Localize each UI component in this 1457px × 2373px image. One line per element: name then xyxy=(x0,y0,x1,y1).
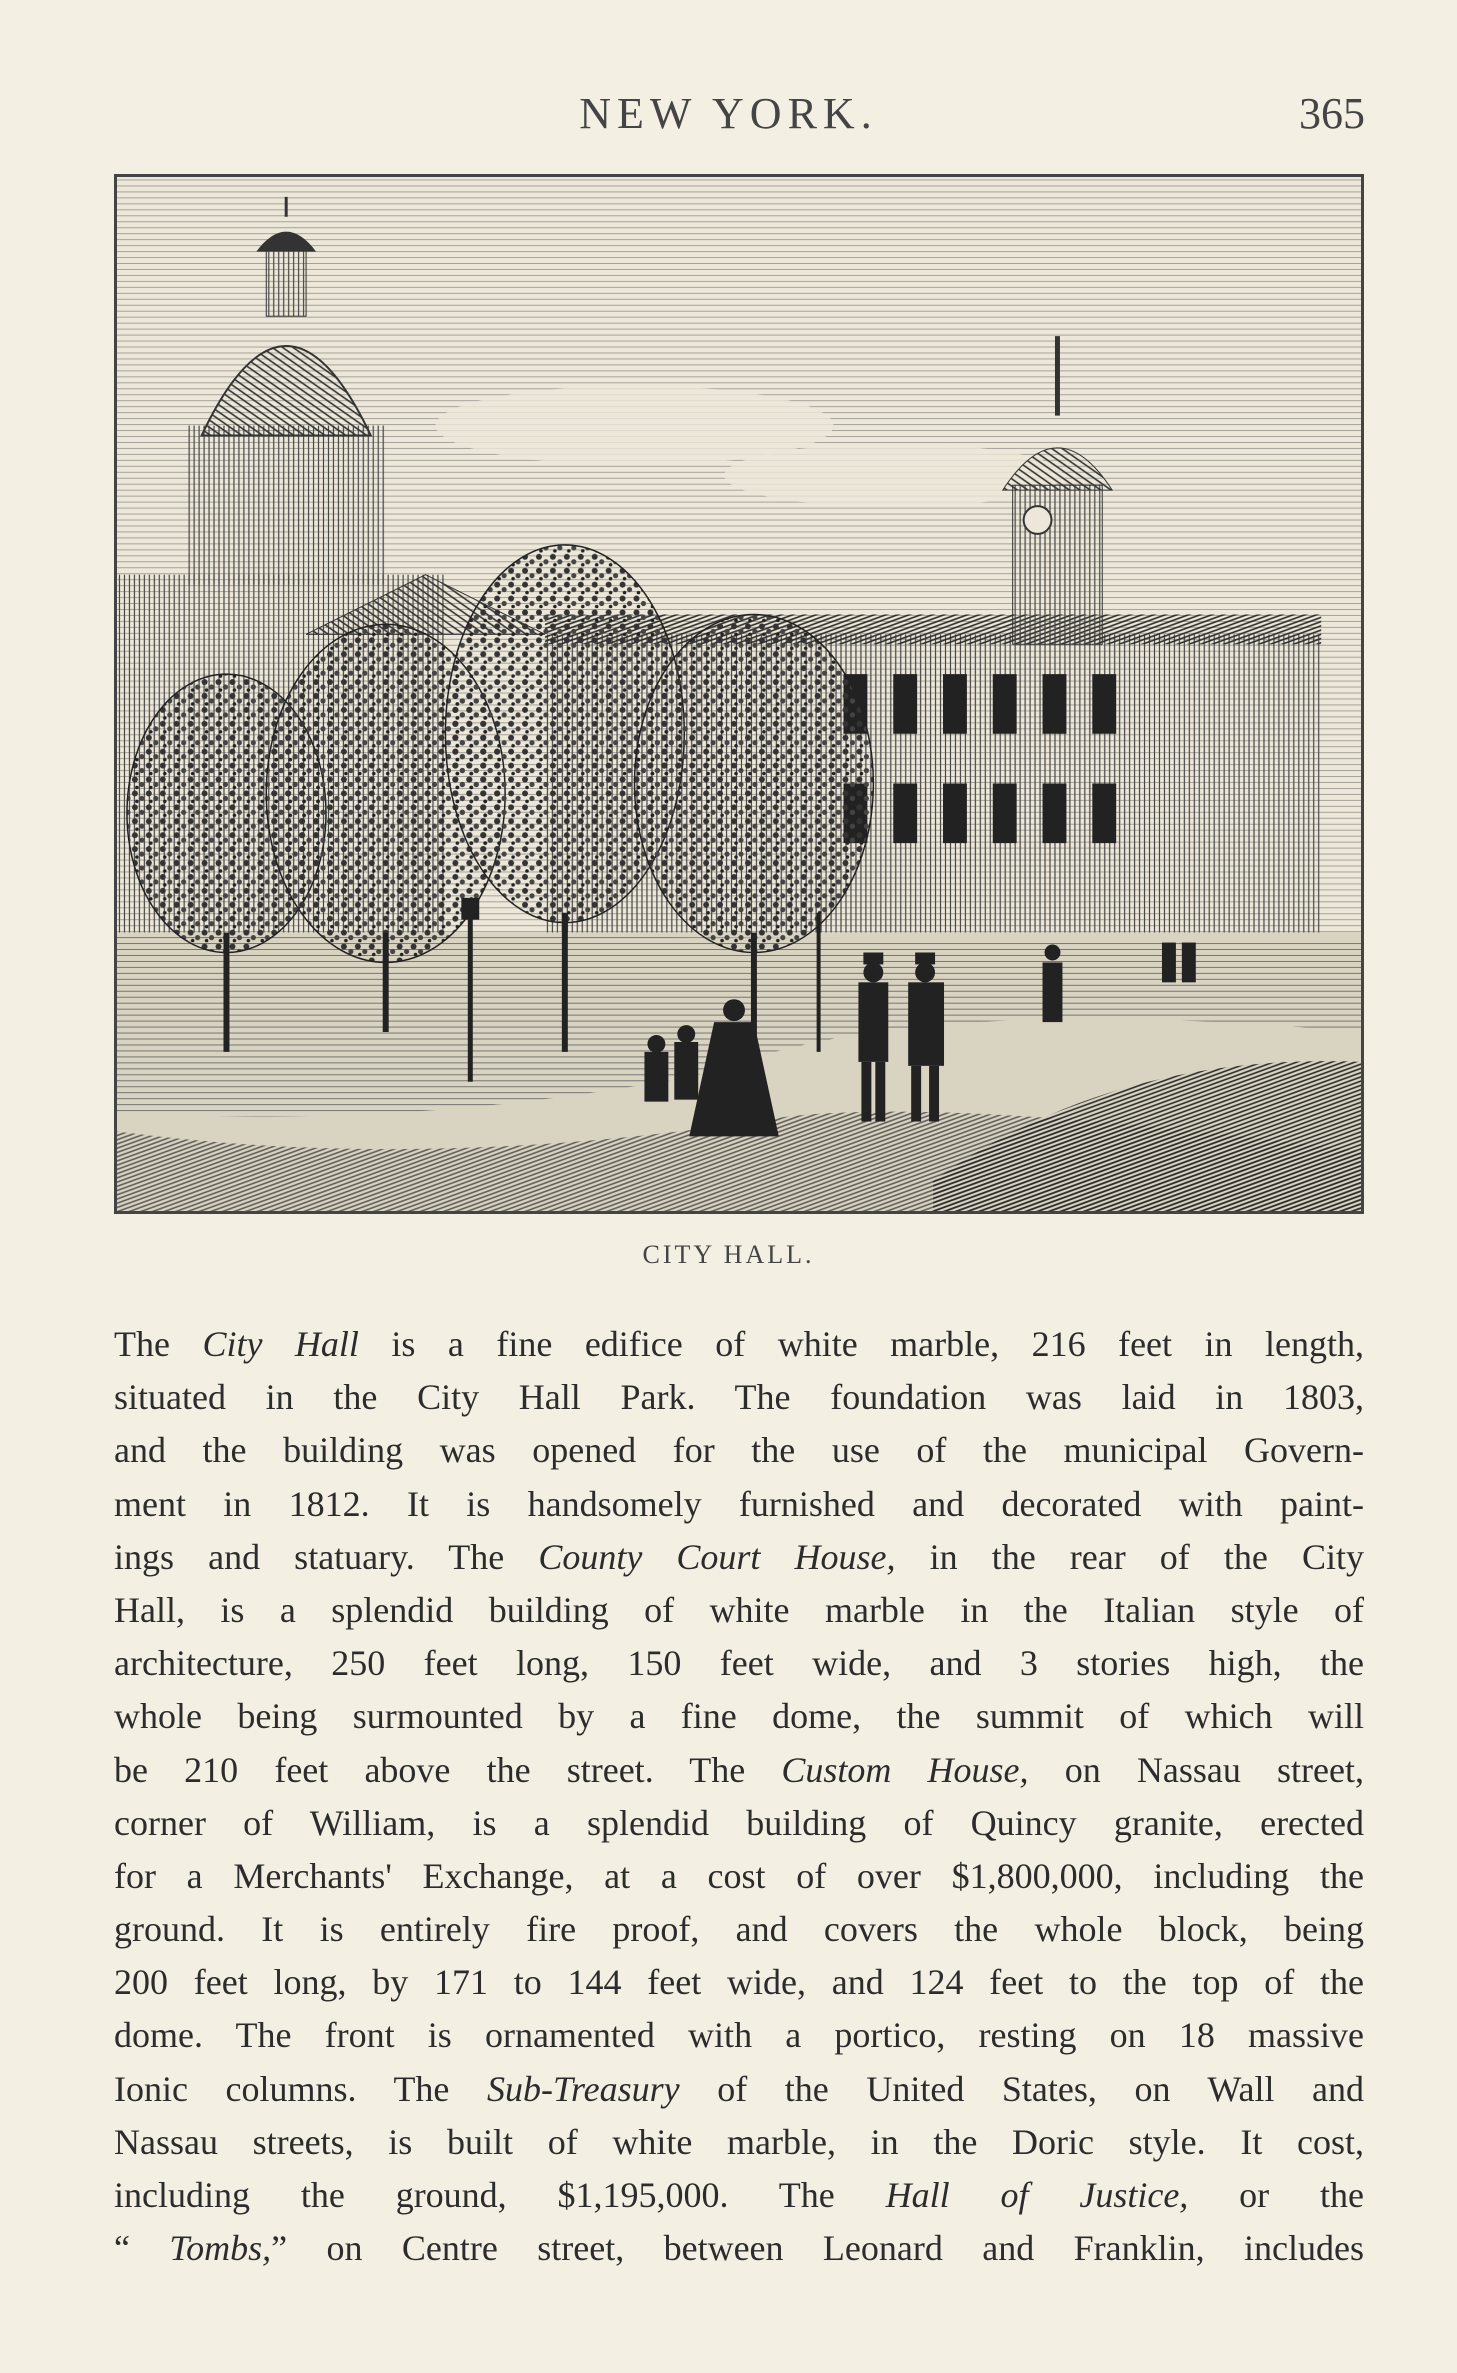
text-line xyxy=(114,1424,1364,1477)
text-line xyxy=(114,1531,1364,1584)
text-line xyxy=(114,2116,1364,2169)
text-line xyxy=(114,1318,1364,1371)
text-run: and the building was opened for the use of the municipal Govern- xyxy=(114,1430,1364,1471)
text-run: 200 feet long, by 171 to 144 feet wide, and 124 feet to the top of the xyxy=(114,1962,1364,2003)
text-run: ” on Centre street, between Leonard and Franklin, includes xyxy=(271,2228,1364,2269)
text-run: be 210 feet above the street. The xyxy=(114,1749,782,1790)
italic-term: City Hall xyxy=(202,1324,359,1364)
italic-term: Custom House, xyxy=(781,1749,1029,1790)
text-run: ment in 1812. It is handsomely furnished and decorated with paint- xyxy=(114,1483,1364,1524)
page-number: 365 xyxy=(1299,89,1365,138)
text-line xyxy=(114,1584,1364,1637)
text-line xyxy=(114,2009,1364,2062)
text-line xyxy=(114,1850,1364,1903)
text-run: ground. It is entirely fire proof, and covers the whole block, being xyxy=(114,1909,1364,1950)
text-run: whole being surmounted by a fine dome, the summit of which will xyxy=(114,1696,1364,1737)
text-run: including the ground, $1,195,000. The xyxy=(114,2175,886,2215)
text-line xyxy=(114,1744,1364,1797)
italic-term: Hall of Justice, xyxy=(885,2175,1189,2215)
text-line xyxy=(114,2169,1364,2222)
text-line xyxy=(114,1956,1364,2009)
text-line xyxy=(114,2222,1364,2275)
text-run: “ xyxy=(114,2228,170,2269)
running-head xyxy=(0,88,1457,138)
text-line xyxy=(114,1797,1364,1850)
body-paragraph xyxy=(114,1318,1364,2275)
italic-term: Sub-Treasury xyxy=(486,2068,680,2109)
italic-term: County Court House, xyxy=(538,1536,896,1577)
italic-term: Tombs, xyxy=(169,2228,272,2269)
text-run: dome. The front is ornamented with a portico, resting on 18 massive xyxy=(114,2015,1364,2056)
text-run: Ionic columns. The xyxy=(114,2068,487,2109)
text-line xyxy=(114,1903,1364,1956)
text-run: situated in the City Hall Park. The foundation was laid in 1803, xyxy=(114,1377,1364,1418)
text-run: is a fine edifice of white marble, 216 feet in length, xyxy=(358,1324,1364,1364)
text-run: for a Merchants' Exchange, at a cost of over $1,800,000, including the xyxy=(114,1855,1364,1896)
text-line xyxy=(114,1637,1364,1690)
city-hall-engraving xyxy=(114,174,1364,1214)
text-run: ings and statuary. The xyxy=(114,1536,539,1577)
text-run: architecture, 250 feet long, 150 feet wide, and 3 stories high, the xyxy=(114,1643,1364,1684)
running-title: NEW YORK. xyxy=(579,89,878,138)
text-run: The xyxy=(114,1324,203,1364)
text-line xyxy=(114,1690,1364,1743)
text-line xyxy=(114,2063,1364,2116)
text-line xyxy=(114,1478,1364,1531)
text-run: on Nassau street, xyxy=(1028,1749,1364,1790)
text-run: Hall, is a splendid building of white marble in the Italian style of xyxy=(114,1589,1364,1630)
text-run: corner of William, is a splendid building of Quincy granite, erected xyxy=(114,1802,1364,1843)
text-run: Nassau streets, is built of white marble, in the Doric style. It cost, xyxy=(114,2121,1364,2162)
text-line xyxy=(114,1371,1364,1424)
figure-caption: CITY HALL. xyxy=(642,1240,815,1269)
text-run: in the rear of the City xyxy=(895,1536,1364,1577)
text-run: or the xyxy=(1188,2175,1364,2215)
text-run: of the United States, on Wall and xyxy=(679,2068,1364,2109)
